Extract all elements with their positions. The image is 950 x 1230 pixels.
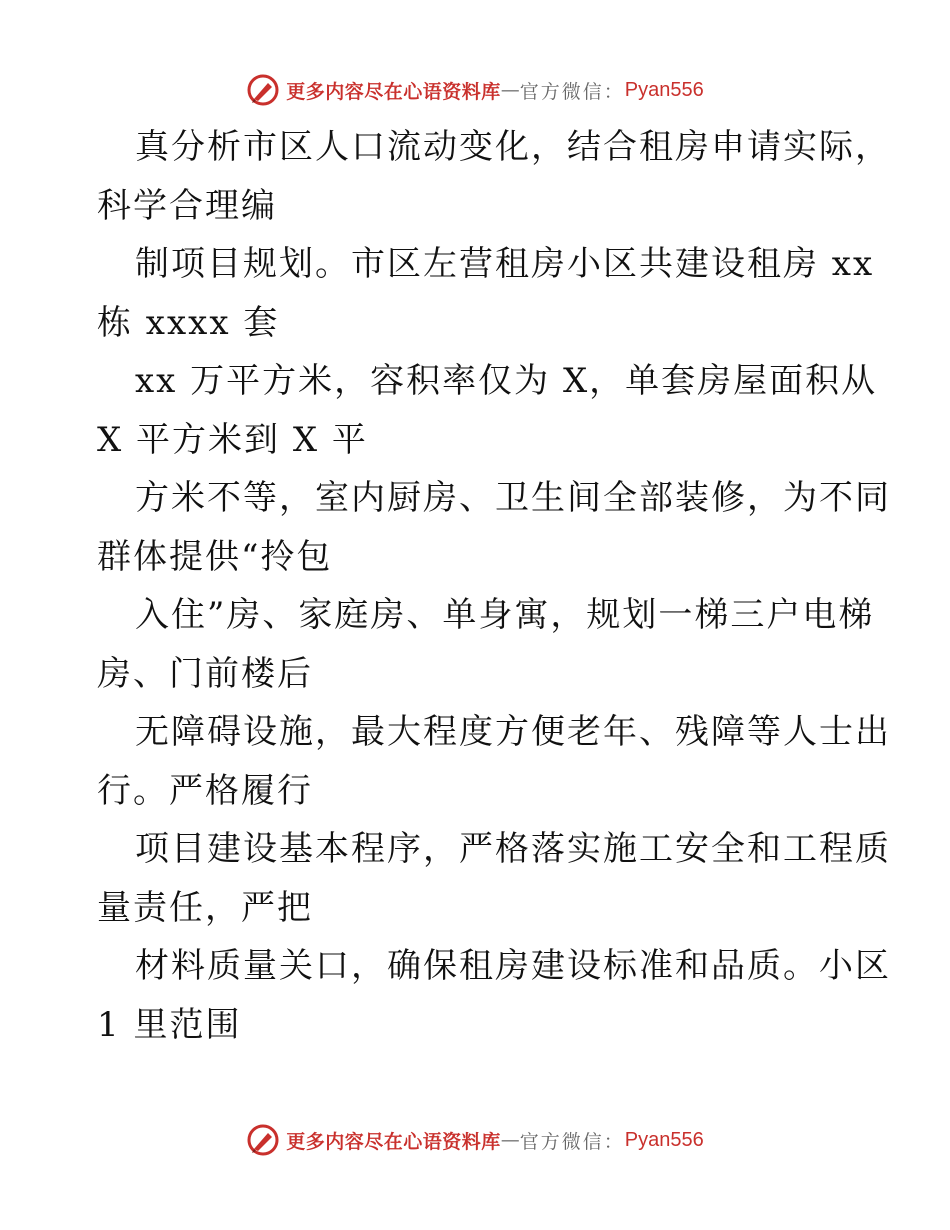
- body-line: X 平方米到 X 平: [97, 419, 368, 460]
- header-banner: [0, 70, 950, 110]
- document-body: [97, 118, 891, 1054]
- body-line: 栋 xxxx 套: [97, 302, 280, 343]
- body-line: xx 万平方米，容积率仅为 X，单套房屋面积从: [135, 361, 878, 401]
- banner-main-text: 更多内容尽在心语资料库: [286, 80, 501, 103]
- body-line: 材料质量关口，确保租房建设标准和品质。小区: [135, 946, 891, 986]
- pen-logo-icon: [246, 73, 280, 107]
- banner-official-label: 官方微信：: [519, 80, 625, 103]
- body-line: 行。严格履行: [97, 770, 313, 811]
- banner-wechat-id: Pyan556: [624, 78, 704, 101]
- banner-official-label: 官方微信：: [519, 1130, 625, 1153]
- body-line: 真分析市区人口流动变化，结合租房申请实际，: [135, 127, 891, 167]
- body-line: 方米不等，室内厨房、卫生间全部装修，为不同: [135, 478, 891, 518]
- body-line: 量责任，严把: [97, 887, 313, 928]
- body-line: 无障碍设施，最大程度方便老年、残障等人士出: [135, 712, 891, 752]
- footer-banner: [0, 1120, 950, 1160]
- body-line: 群体提供“拎包: [97, 536, 333, 577]
- body-line: 房、门前楼后: [97, 653, 313, 694]
- body-line: 项目建设基本程序，严格落实施工安全和工程质: [135, 829, 891, 869]
- body-line: 制项目规划。市区左营租房小区共建设租房 xx: [135, 244, 875, 284]
- body-line: 入住”房、家庭房、单身寓，规划一梯三户电梯: [135, 595, 875, 635]
- body-line: 科学合理编: [97, 185, 277, 226]
- banner-main-text: 更多内容尽在心语资料库: [286, 1130, 501, 1153]
- body-line: 1 里范围: [97, 1004, 242, 1045]
- pen-logo-icon: [246, 1123, 280, 1157]
- banner-separator: —: [500, 79, 520, 101]
- banner-separator: —: [500, 1129, 520, 1151]
- banner-wechat-id: Pyan556: [624, 1128, 704, 1151]
